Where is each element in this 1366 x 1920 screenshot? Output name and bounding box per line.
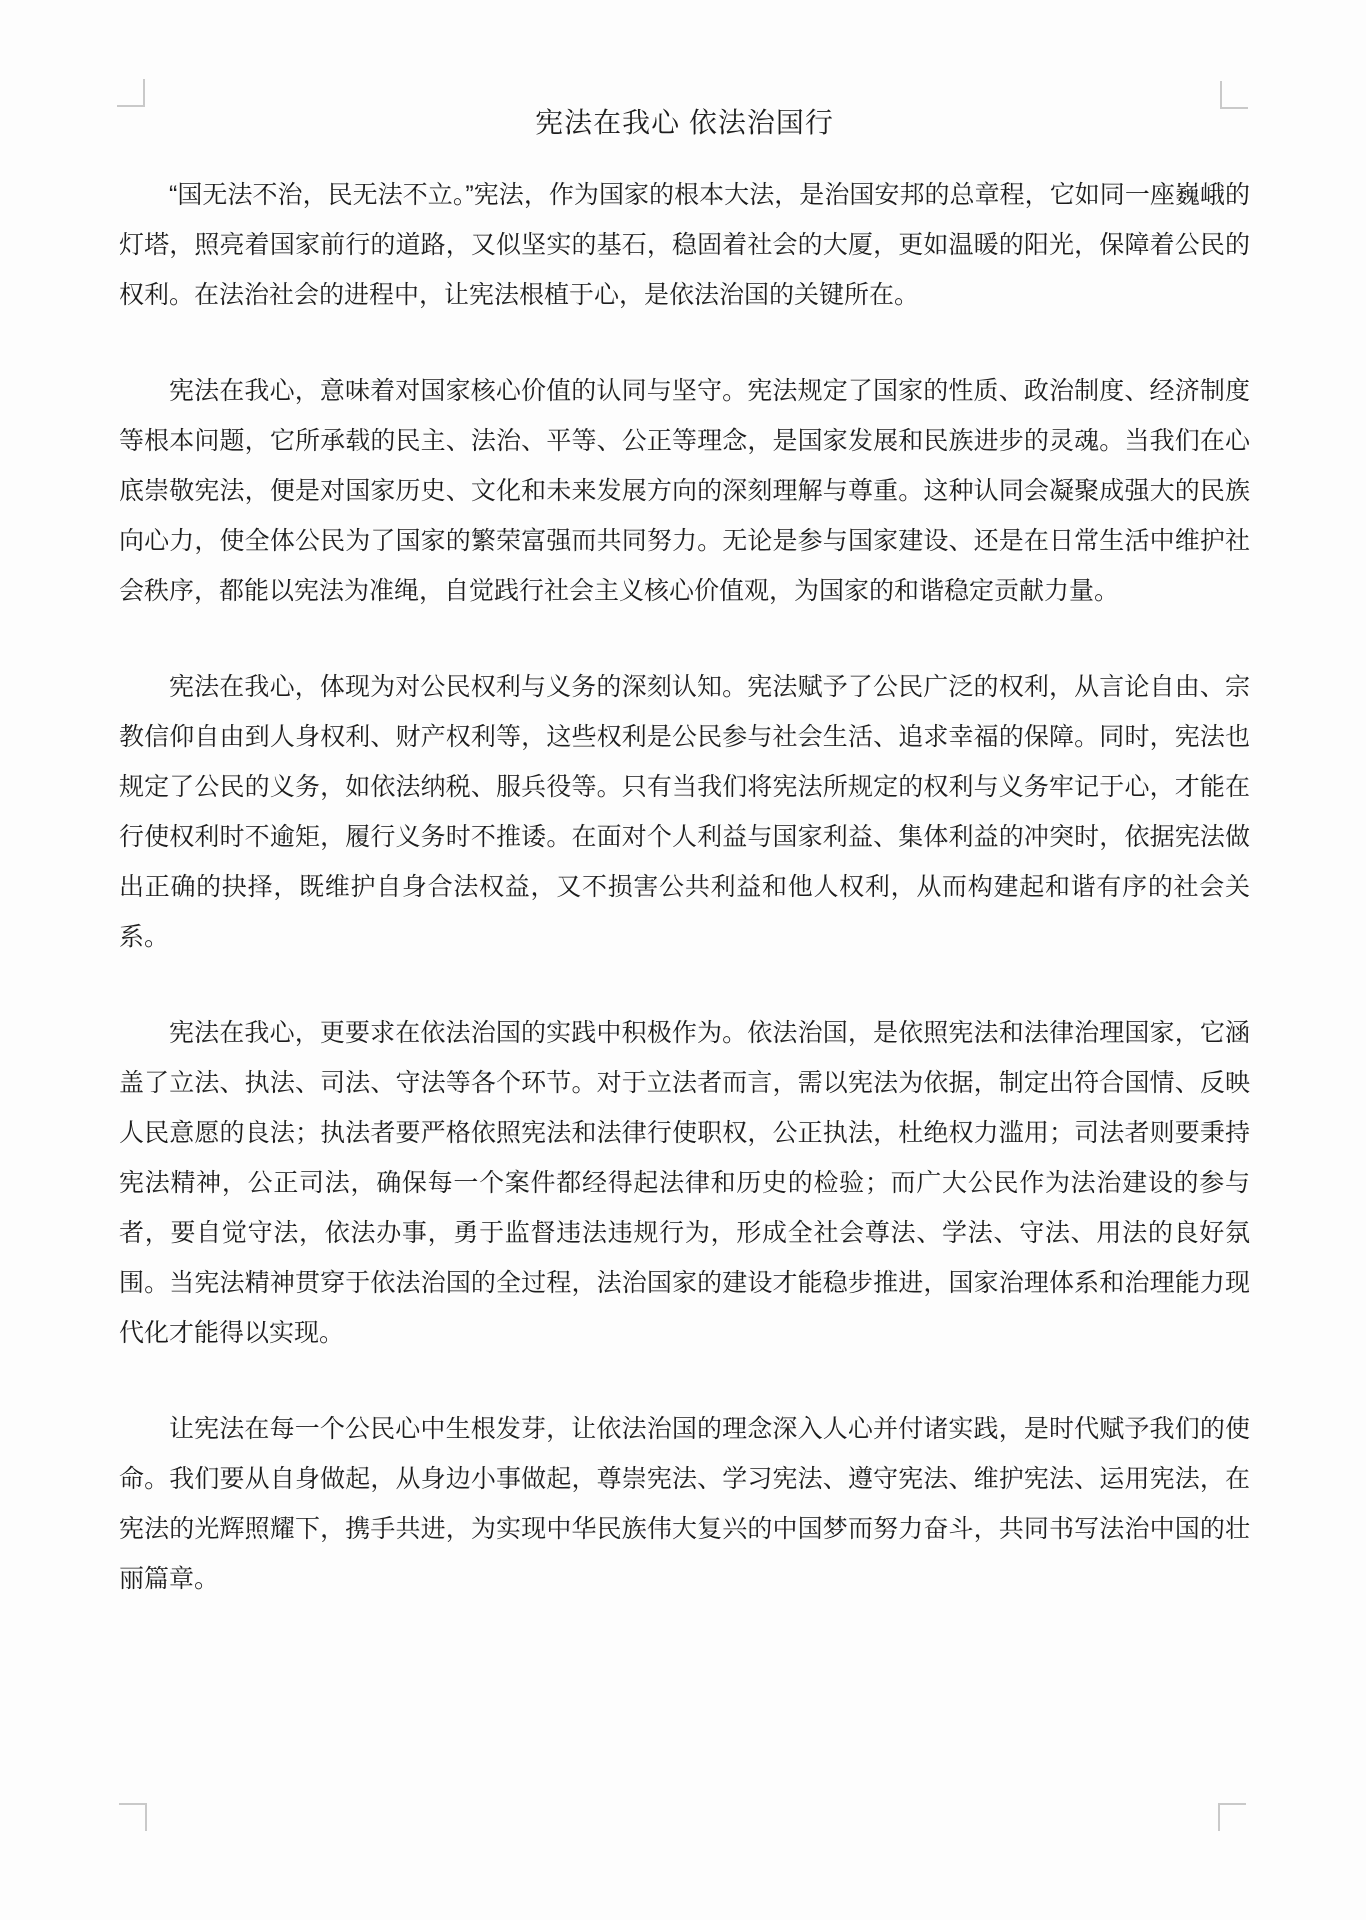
document-content — [119, 100, 1250, 1604]
paragraph-core-values: 宪法在我心，意味着对国家核心价值的认同与坚守。宪法规定了国家的性质、政治制度、经济制度等根本问题，它所承载的民主、法治、平等、公正等理念，是国家发展和民族进步的灵魂。当我们在心底崇敬宪法，便是对国家历史、文化和未来发展方向的深刻理解与尊重。这种认同会凝聚成强大的民族向心力，使全体公民为了国家的繁荣富强而共同努力。无论是参与国家建设、还是在日常生活中维护社会秩序，都能以宪法为准绳，自觉践行社会主义核心价值观，为国家的和谐稳定贡献力量。 — [119, 377, 1250, 605]
document-title: 宪法在我心 依法治国行 — [535, 107, 834, 138]
paragraph-rights-duties: 宪法在我心，体现为对公民权利与义务的深刻认知。宪法赋予了公民广泛的权利，从言论自由、宗教信仰自由到人身权利、财产权利等，这些权利是公民参与社会生活、追求幸福的保障。同时，宪法也规定了公民的义务，如依法纳税、服兵役等。只有当我们将宪法所规定的权利与义务牢记于心，才能在行使权利时不逾矩，履行义务时不推诿。在面对个人利益与国家利益、集体利益的冲突时，依据宪法做出正确的抉择，既维护自身合法权益，又不损害公共利益和他人权利，从而构建起和谐有序的社会关系。 — [119, 673, 1250, 951]
paragraph-conclusion: 让宪法在每一个公民心中生根发芽，让依法治国的理念深入人心并付诸实践，是时代赋予我们的使命。我们要从自身做起，从身边小事做起，尊崇宪法、学习宪法、遵守宪法、维护宪法、运用宪法，在宪法的光辉照耀下，携手共进，为实现中华民族伟大复兴的中国梦而努力奋斗，共同书写法治中国的壮丽篇章。 — [119, 1415, 1250, 1593]
crop-mark-bottom-right — [1218, 1803, 1246, 1831]
paragraph-rule-of-law-practice: 宪法在我心，更要求在依法治国的实践中积极作为。依法治国，是依照宪法和法律治理国家，它涵盖了立法、执法、司法、守法等各个环节。对于立法者而言，需以宪法为依据，制定出符合国情、反映人民意愿的良法；执法者要严格依照宪法和法律行使职权，公正执法，杜绝权力滥用；司法者则要秉持宪法精神，公正司法，确保每一个案件都经得起法律和历史的检验；而广大公民作为法治建设的参与者，要自觉守法，依法办事，勇于监督违法违规行为，形成全社会尊法、学法、守法、用法的良好氛围。当宪法精神贯穿于依法治国的全过程，法治国家的建设才能稳步推进，国家治理体系和治理能力现代化才能得以实现。 — [119, 1019, 1250, 1347]
paragraph-intro: “国无法不治，民无法不立。”宪法，作为国家的根本大法，是治国安邦的总章程，它如同一座巍峨的灯塔，照亮着国家前行的道路，又似坚实的基石，稳固着社会的大厦，更如温暖的阳光，保障着公民的权利。在法治社会的进程中，让宪法根植于心，是依法治国的关键所在。 — [119, 181, 1250, 309]
crop-mark-bottom-left — [119, 1803, 147, 1831]
